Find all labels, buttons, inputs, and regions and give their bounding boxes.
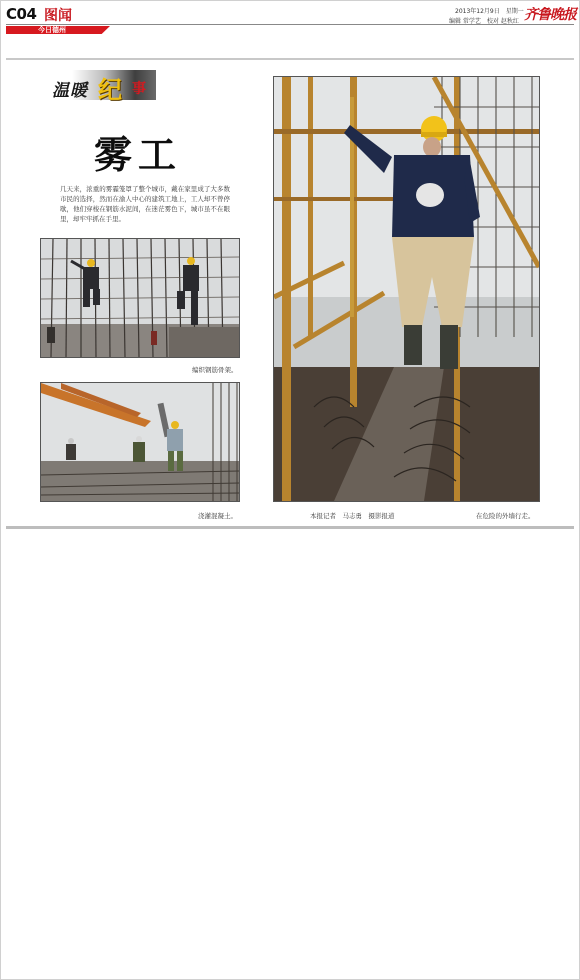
article-headline: 雾工 [94, 133, 183, 177]
subsection-label: 今日德州 [38, 26, 66, 34]
page-number: C04 [6, 5, 37, 23]
newspaper-masthead: 齐鲁晚报 [524, 7, 576, 23]
content-frame-bottom [6, 526, 574, 529]
column-logo-text: 温暖 [52, 81, 88, 101]
article-body: 几天来，浓重的雾霾笼罩了整个城市，戴在家里成了大多数市民的选择，然而在渝人中心的建筑工地上，工人却不曾停歇，他们穿梭在钢筋水泥间，在迷茫雾色下，城市虽不在眼里，却牢牢抓在手里。 [60, 185, 230, 223]
column-logo-suffix: 事 [132, 81, 146, 97]
column-logo-highlight: 纪 [98, 75, 122, 104]
content-frame-top [6, 58, 574, 60]
photo-credit: 本报记者 马志勇 摄影报道 [310, 512, 395, 520]
photo-caption: 浇灌混凝土。 [198, 512, 237, 520]
editor-credits: 编辑 常学艺 校对 赵秋红 [449, 18, 519, 25]
photo-caption: 编织钢筋骨架。 [192, 366, 238, 374]
section-title: 图闻 [44, 8, 72, 24]
photo-rebar-frame [40, 238, 240, 358]
photo-pouring-concrete [40, 382, 240, 502]
photo-walking-outer-wall [273, 76, 540, 502]
photo-caption: 在危险的外墙行走。 [476, 512, 535, 520]
issue-date: 2013年12月9日 星期一 [455, 8, 524, 15]
